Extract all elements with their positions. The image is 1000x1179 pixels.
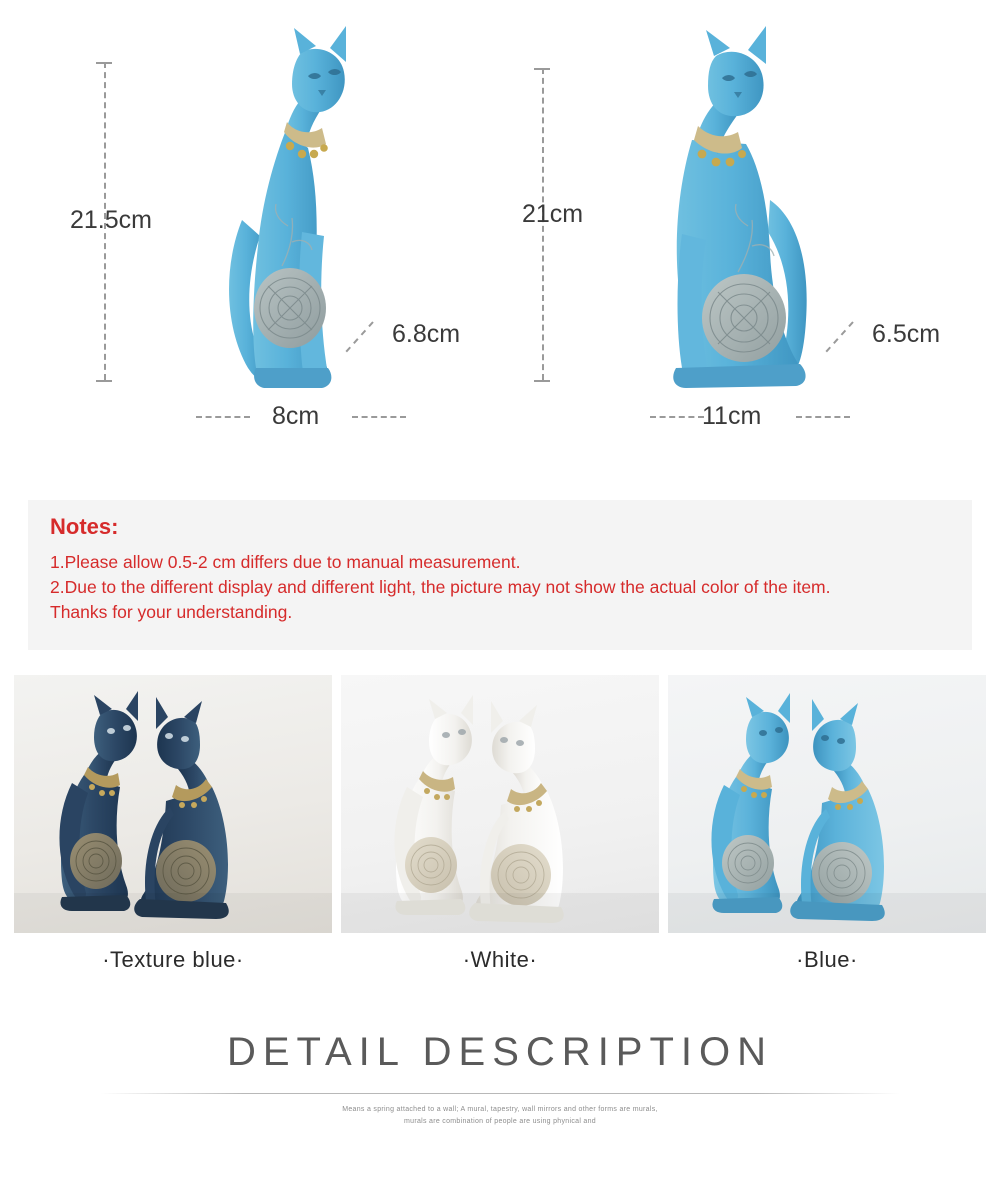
detail-subtext	[0, 1104, 1000, 1128]
height-cap-top-right	[534, 68, 550, 70]
photo-shelf	[14, 893, 332, 933]
variant-white[interactable]	[341, 675, 659, 973]
detail-subtext-line-2: murals are combination of people are using phynical and	[404, 1118, 596, 1125]
dimension-block-left	[0, 0, 500, 470]
variant-blue-caption: ·Blue·	[796, 947, 858, 972]
depth-label-left: 6.8cm	[392, 320, 461, 348]
photo-shelf	[341, 893, 659, 933]
blue-cat-figurine-tall	[190, 20, 370, 400]
detail-subtext-line-1: Means a spring attached to a wall; A mural, tapestry, wall mirrors and other forms are murals,	[342, 1106, 658, 1113]
variant-gallery	[14, 675, 986, 973]
notes-line-2: 2.Due to the different display and different light, the picture may not show the actual color of the item.	[50, 577, 831, 597]
detail-description-title: DETAIL DESCRIPTION	[226, 1030, 774, 1074]
notes-box	[28, 500, 972, 650]
detail-description-section	[0, 1030, 1000, 1128]
height-cap-bottom-right	[534, 380, 550, 382]
photo-shelf	[668, 893, 986, 933]
variant-texture-blue-caption: ·Texture blue·	[102, 947, 244, 972]
blue-cat-figurine-short	[620, 20, 840, 400]
variant-texture-blue[interactable]	[14, 675, 332, 973]
notes-title: Notes:	[50, 514, 119, 539]
depth-label-right: 6.5cm	[872, 320, 941, 348]
variant-white-caption: ·White·	[462, 947, 538, 972]
variant-texture-blue-image[interactable]	[14, 675, 332, 933]
width-label-right: 11cm	[702, 402, 762, 430]
width-label-left: 8cm	[272, 402, 320, 430]
width-line-left-a	[196, 416, 250, 418]
notes-line-1: 1.Please allow 0.5-2 cm differs due to manual measurement.	[50, 552, 521, 572]
width-line-right-b	[796, 416, 850, 418]
notes-body	[50, 550, 960, 625]
dimension-block-right	[500, 0, 1000, 470]
width-line-left-b	[352, 416, 406, 418]
variant-blue[interactable]	[668, 675, 986, 973]
detail-divider	[100, 1093, 900, 1094]
height-cap-bottom-left	[96, 380, 112, 382]
variant-blue-image[interactable]	[668, 675, 986, 933]
height-cap-top-left	[96, 62, 112, 64]
width-line-right-a	[650, 416, 704, 418]
dimension-section	[0, 0, 1000, 470]
height-label-right: 21cm	[522, 200, 584, 228]
notes-line-3: Thanks for your understanding.	[50, 602, 293, 622]
variant-white-image[interactable]	[341, 675, 659, 933]
height-label-left: 21.5cm	[70, 206, 152, 234]
